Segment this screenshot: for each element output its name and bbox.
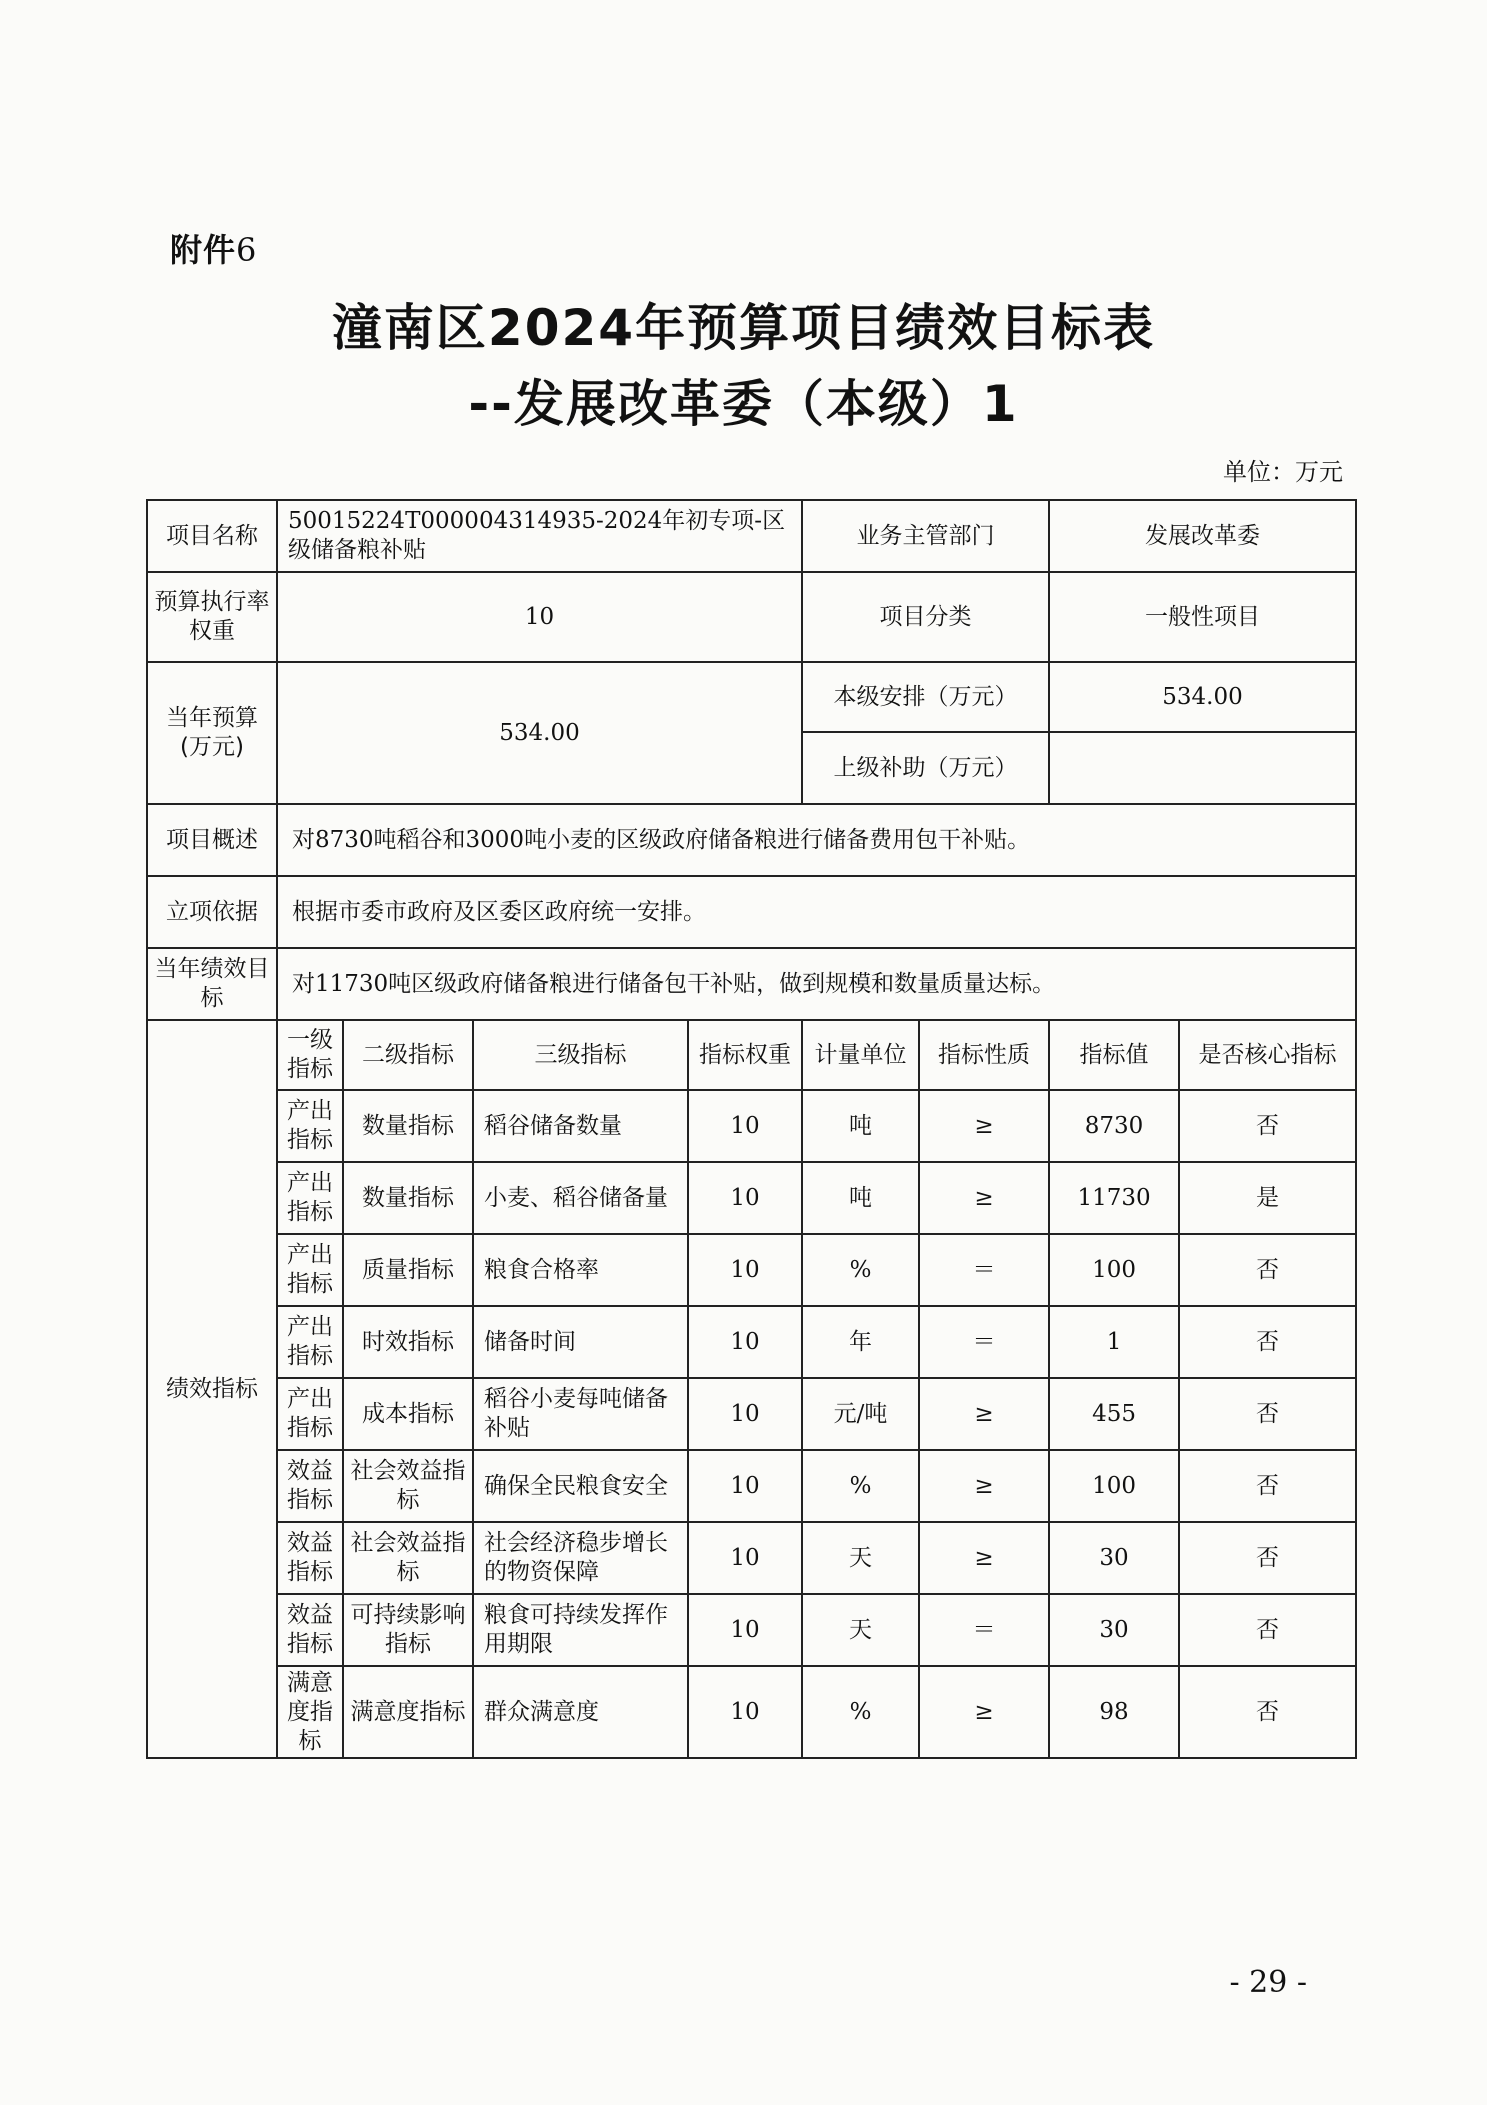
performance-table	[146, 499, 1357, 1759]
header-level1: 一级指标	[277, 1020, 343, 1090]
indicator-row	[147, 1234, 1356, 1306]
weight-cell: 10	[688, 1162, 802, 1234]
unit-cell: 吨	[802, 1090, 919, 1162]
category-label: 项目分类	[802, 572, 1049, 662]
unit-cell: 天	[802, 1522, 919, 1594]
doc-title-line1: 潼南区2024年预算项目绩效目标表	[331, 299, 1156, 357]
core-cell: 否	[1179, 1234, 1356, 1306]
level1-cell: 效益指标	[277, 1594, 343, 1666]
value-cell: 98	[1049, 1666, 1179, 1758]
level2-cell: 满意度指标	[343, 1666, 473, 1758]
weight-cell: 10	[688, 1378, 802, 1450]
level3-cell: 稻谷储备数量	[473, 1090, 688, 1162]
unit-cell: 元/吨	[802, 1378, 919, 1450]
indicator-row	[147, 1162, 1356, 1234]
level1-cell: 产出指标	[277, 1090, 343, 1162]
level2-cell: 质量指标	[343, 1234, 473, 1306]
indicator-row	[147, 1522, 1356, 1594]
nature-cell: ≥	[919, 1162, 1049, 1234]
header-core: 是否核心指标	[1179, 1020, 1356, 1090]
indicator-row	[147, 1090, 1356, 1162]
value-cell: 455	[1049, 1378, 1179, 1450]
level-label: 本级安排（万元）	[802, 662, 1049, 732]
goal-label: 当年绩效目标	[147, 948, 277, 1020]
superior-label: 上级补助（万元）	[802, 732, 1049, 804]
value-cell: 30	[1049, 1522, 1179, 1594]
weight-cell: 10	[688, 1450, 802, 1522]
nature-cell: ＝	[919, 1306, 1049, 1378]
header-level3: 三级指标	[473, 1020, 688, 1090]
level1-cell: 满意度指标	[277, 1666, 343, 1758]
level1-cell: 产出指标	[277, 1378, 343, 1450]
header-unit: 计量单位	[802, 1020, 919, 1090]
core-cell: 否	[1179, 1666, 1356, 1758]
level1-cell: 产出指标	[277, 1234, 343, 1306]
indicator-row	[147, 1594, 1356, 1666]
core-cell: 是	[1179, 1162, 1356, 1234]
level2-cell: 时效指标	[343, 1306, 473, 1378]
core-cell: 否	[1179, 1090, 1356, 1162]
unit-cell: %	[802, 1234, 919, 1306]
weight-cell: 10	[688, 1666, 802, 1758]
value-cell: 100	[1049, 1234, 1179, 1306]
indicator-row	[147, 1666, 1356, 1758]
level3-cell: 稻谷小麦每吨储备补贴	[473, 1378, 688, 1450]
value-cell: 11730	[1049, 1162, 1179, 1234]
overview-value: 对8730吨稻谷和3000吨小麦的区级政府储备粮进行储备费用包干补贴。	[277, 804, 1356, 876]
value-cell: 8730	[1049, 1090, 1179, 1162]
header-level2: 二级指标	[343, 1020, 473, 1090]
basis-value: 根据市委市政府及区委区政府统一安排。	[277, 876, 1356, 948]
level3-cell: 粮食可持续发挥作用期限	[473, 1594, 688, 1666]
level1-cell: 产出指标	[277, 1306, 343, 1378]
value-cell: 1	[1049, 1306, 1179, 1378]
weight-cell: 10	[688, 1090, 802, 1162]
level2-cell: 成本指标	[343, 1378, 473, 1450]
header-value: 指标值	[1049, 1020, 1179, 1090]
indicators-label: 绩效指标	[147, 1020, 277, 1758]
weight-label: 预算执行率权重	[147, 572, 277, 662]
unit-cell: %	[802, 1666, 919, 1758]
level3-cell: 粮食合格率	[473, 1234, 688, 1306]
nature-cell: ≥	[919, 1522, 1049, 1594]
project-name-label: 项目名称	[147, 500, 277, 572]
basis-label: 立项依据	[147, 876, 277, 948]
budget-value: 534.00	[277, 662, 802, 804]
level3-cell: 储备时间	[473, 1306, 688, 1378]
nature-cell: ≥	[919, 1666, 1049, 1758]
core-cell: 否	[1179, 1450, 1356, 1522]
level1-cell: 产出指标	[277, 1162, 343, 1234]
core-cell: 否	[1179, 1306, 1356, 1378]
category-value: 一般性项目	[1049, 572, 1356, 662]
project-name-value: 50015224T000004314935-2024年初专项-区级储备粮补贴	[277, 500, 802, 572]
attachment-number: 6	[236, 231, 258, 269]
level3-cell: 确保全民粮食安全	[473, 1450, 688, 1522]
unit-cell: 年	[802, 1306, 919, 1378]
weight-cell: 10	[688, 1306, 802, 1378]
level3-cell: 小麦、稻谷储备量	[473, 1162, 688, 1234]
unit-note: 单位：万元	[1223, 458, 1343, 486]
unit-cell: 吨	[802, 1162, 919, 1234]
page-number: - 29 -	[1229, 1965, 1307, 2000]
level2-cell: 数量指标	[343, 1162, 473, 1234]
unit-cell: %	[802, 1450, 919, 1522]
core-cell: 否	[1179, 1522, 1356, 1594]
nature-cell: ≥	[919, 1090, 1049, 1162]
doc-title-line2: --发展改革委（本级）1	[468, 375, 1019, 433]
core-cell: 否	[1179, 1378, 1356, 1450]
weight-cell: 10	[688, 1594, 802, 1666]
header-weight: 指标权重	[688, 1020, 802, 1090]
level3-cell: 社会经济稳步增长的物资保障	[473, 1522, 688, 1594]
dept-value: 发展改革委	[1049, 500, 1356, 572]
overview-label: 项目概述	[147, 804, 277, 876]
attachment-label	[170, 225, 257, 271]
indicator-row	[147, 1450, 1356, 1522]
indicator-row	[147, 1306, 1356, 1378]
header-nature: 指标性质	[919, 1020, 1049, 1090]
level3-cell: 群众满意度	[473, 1666, 688, 1758]
level-value: 534.00	[1049, 662, 1356, 732]
attachment-text: 附件	[170, 231, 237, 269]
level1-cell: 效益指标	[277, 1450, 343, 1522]
level2-cell: 社会效益指标	[343, 1450, 473, 1522]
weight-value: 10	[277, 572, 802, 662]
level2-cell: 可持续影响指标	[343, 1594, 473, 1666]
core-cell: 否	[1179, 1594, 1356, 1666]
value-cell: 30	[1049, 1594, 1179, 1666]
nature-cell: ＝	[919, 1594, 1049, 1666]
weight-cell: 10	[688, 1522, 802, 1594]
superior-value	[1049, 732, 1356, 804]
indicator-row	[147, 1378, 1356, 1450]
value-cell: 100	[1049, 1450, 1179, 1522]
level2-cell: 数量指标	[343, 1090, 473, 1162]
dept-label: 业务主管部门	[802, 500, 1049, 572]
level2-cell: 社会效益指标	[343, 1522, 473, 1594]
weight-cell: 10	[688, 1234, 802, 1306]
level1-cell: 效益指标	[277, 1522, 343, 1594]
goal-value: 对11730吨区级政府储备粮进行储备包干补贴，做到规模和数量质量达标。	[277, 948, 1356, 1020]
nature-cell: ≥	[919, 1450, 1049, 1522]
nature-cell: ≥	[919, 1378, 1049, 1450]
budget-label: 当年预算(万元)	[147, 662, 277, 804]
unit-cell: 天	[802, 1594, 919, 1666]
nature-cell: ＝	[919, 1234, 1049, 1306]
